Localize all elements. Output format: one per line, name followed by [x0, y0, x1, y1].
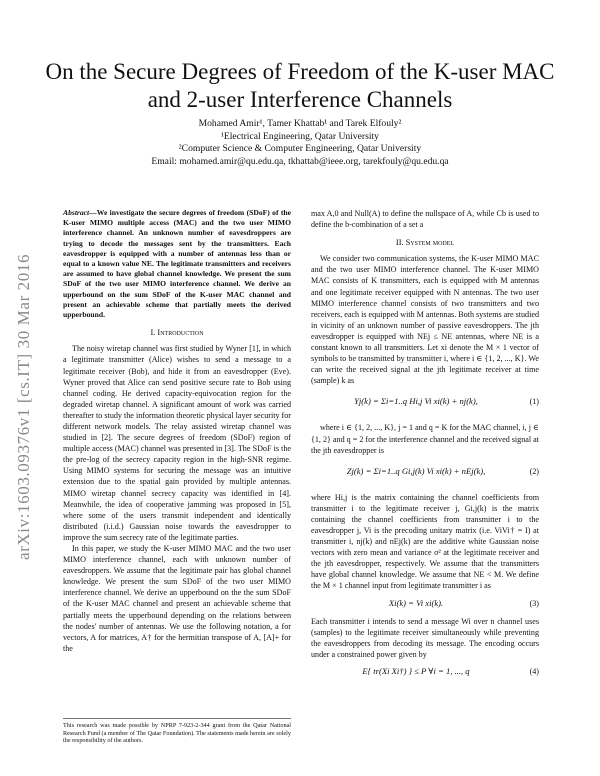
equation-2-number: (2)	[529, 466, 539, 476]
notation-continuation: max A,0 and Null(A) to define the nullspace of A, while Cb is used to define the b-combination of a set a	[311, 209, 539, 230]
equation-2	[311, 459, 539, 489]
abstract-text: We investigate the secure degrees of freedom (SDoF) of the K-user MIMO multiple access (MAC) and the two user MIMO interference channel. An unknown number of eavesdroppers are trying to decode the messages sent by the transmitters. Each eavesdropper is equipped with a number of antennas less than or equal to a known value NE. The legitimate transmitters and receivers are assumed to have global channel knowledge. We present the sum SDoF of the two user MIMO interference channel. We derive an upperbound on the sum SDoF of the K-user MAC channel and present an achievable scheme that partially meets the derived upperbound.	[63, 208, 291, 320]
equation-3-body: Xi(k) = Vi xi(k).	[388, 597, 444, 608]
intro-paragraph-1: The noisy wiretap channel was first studied by Wyner [1], in which a legitimate transmitter (Alice) wishes to send a message to a legitimate receiver (Bob), and hide it from an eavesdropper (Eve). Wyner proved that Alice can send positive secure rate to Bob using channel coding. He derived capacity-equivocation region for the degraded wiretap channel. A significant amount of work was carried thereafter to study the information theoretic physical layer security for different network models. The relay assisted wiretap channel was studied in [2]. The secure degrees of freedom (SDoF) region of multiple access (MAC) channel was presented in [3]. The SDoF is the the pre-log of the secrecy capacity region in the high-SNR regime. Using MIMO systems for securing the message was an intuitive extension due to the spatial gain provided by multiple antennas. MIMO wiretap channel secrecy capacity was identified in [4]. Meanwhile, the idea of cooperative jamming was proposed in [5], where some of the users transmit independent and identically distributed (i.i.d.) Gaussian noise towards the eavesdropper to improve the sum secrecy rate of the legitimate parties.	[63, 344, 291, 542]
left-column	[63, 208, 291, 654]
equation-3-number: (3)	[529, 598, 539, 608]
equation-1	[311, 389, 539, 419]
abstract	[63, 208, 291, 320]
equation-3	[311, 595, 539, 613]
model-paragraph-4: Each transmitter i intends to send a message Wi over n channel uses (samples) to the legitimate receiver simultaneously while preventing the eavesdroppers from decoding its message. The encoding occurs under a constrained power given by	[311, 616, 539, 659]
affiliation-1: ¹Electrical Engineering, Qatar University	[221, 130, 379, 142]
equation-4	[311, 663, 539, 681]
abstract-lead: Abstract—	[63, 208, 97, 217]
equation-1-body: Yj(k) = Σi=1..q Hi,j Vi xi(k) + nj(k),	[354, 396, 478, 407]
section-heading-system-model: II. System model	[395, 238, 455, 248]
author-names: Mohamed Amir¹, Tamer Khattab¹ and Tarek Elfouly²	[198, 118, 402, 129]
author-block	[40, 118, 560, 168]
equation-4-number: (4)	[529, 666, 539, 676]
section-heading-introduction: I. Introduction	[150, 328, 204, 338]
affiliation-2: ²Computer Science & Computer Engineering, Qatar University	[178, 143, 422, 154]
equation-2-body: Zj(k) = Σi=1..q Gi,j(k) Vi xi(k) + nEj(k),	[346, 465, 486, 476]
author-emails: Email: mohamed.amir@qu.edu.qa, tkhattab@ieee.org, tarekfouly@qu.edu.qa	[151, 155, 449, 167]
model-paragraph-1: We consider two communication systems, the K-user MIMO MAC and the two user MIMO interference channel. The K-user MIMO MAC consists of K transmitters, each is equipped with M antennas and one legitimate receiver equipped with N antennas. The two user MIMO interference channel consists of two transmitters and two receivers, each is equipped with M antennas. Both systems are studied in vicinity of an unknown number of passive eavesdroppers. The jth eavesdropper is equipped with NEj ≤ NE antennas, where NE is a constant known to all transmitters. Let xi denote the M × 1 vector of symbols to be transmitted by transmitter i, where i ∈ {1, 2, ..., K}. We can write the received signal at the jth legitimate receiver at time (sample) k as	[311, 254, 539, 386]
right-column	[311, 208, 539, 684]
intro-paragraph-2: In this paper, we study the K-user MIMO MAC and the two user MIMO interference channel, each with unknown number of eavesdroppers. We assume that the legitimate pair has global channel knowledge. We present the sum SDoF of the two user MIMO interference channel. We derive an upperbound on the the sum SDoF of the K-user MAC channel and present an achievable scheme that partially meets the upperbound depending on the relations between the nodes' number of antennas. We use the following notation, a for vectors, A for matrices, A† for the hermitian transpose of A, [A]+ for the	[63, 544, 291, 653]
equation-1-number: (1)	[529, 397, 539, 407]
funding-footnote: This research was made possible by NPRP 7-923-2-344 grant from the Qatar National Research Fund (a member of The Qatar Foundation). The statements made herein are solely the responsibility of the authors.	[63, 718, 291, 745]
model-paragraph-3: where Hi,j is the matrix containing the channel coefficients from transmitter i to the legitimate receiver j, Gi,j(k) is the matrix containing the channel coefficients from transmitter i to the eavesdropper j, Vi is the precoding unitary matrix (i.e. ViVi† = I) at transmitter i, nj(k) and nEj(k) are the additive white Gaussian noise vectors with zero mean and variance σ² at the legitimate receiver and the jth eavesdropper, respectively. We assume that the transmitters have global channel knowledge. We assume that NE < M. We define the M × 1 channel input from legitimate transmitter i as	[311, 492, 539, 591]
paper-title: On the Secure Degrees of Freedom of the K-user MAC and 2-user Interference Channels	[45, 59, 555, 112]
arxiv-stamp: arXiv:1603.09376v1 [cs.IT] 30 Mar 2016	[14, 253, 33, 560]
equation-4-body: E{ tr(Xi Xi†) } ≤ P ∀i = 1, ..., q	[362, 665, 470, 676]
model-paragraph-2: where i ∈ {1, 2, ..., K}, j = 1 and q = K for the MAC channel, i, j ∈ {1, 2} and q = 2 for the interference channel and the received signal at the jth eavesdropper is	[311, 423, 539, 455]
